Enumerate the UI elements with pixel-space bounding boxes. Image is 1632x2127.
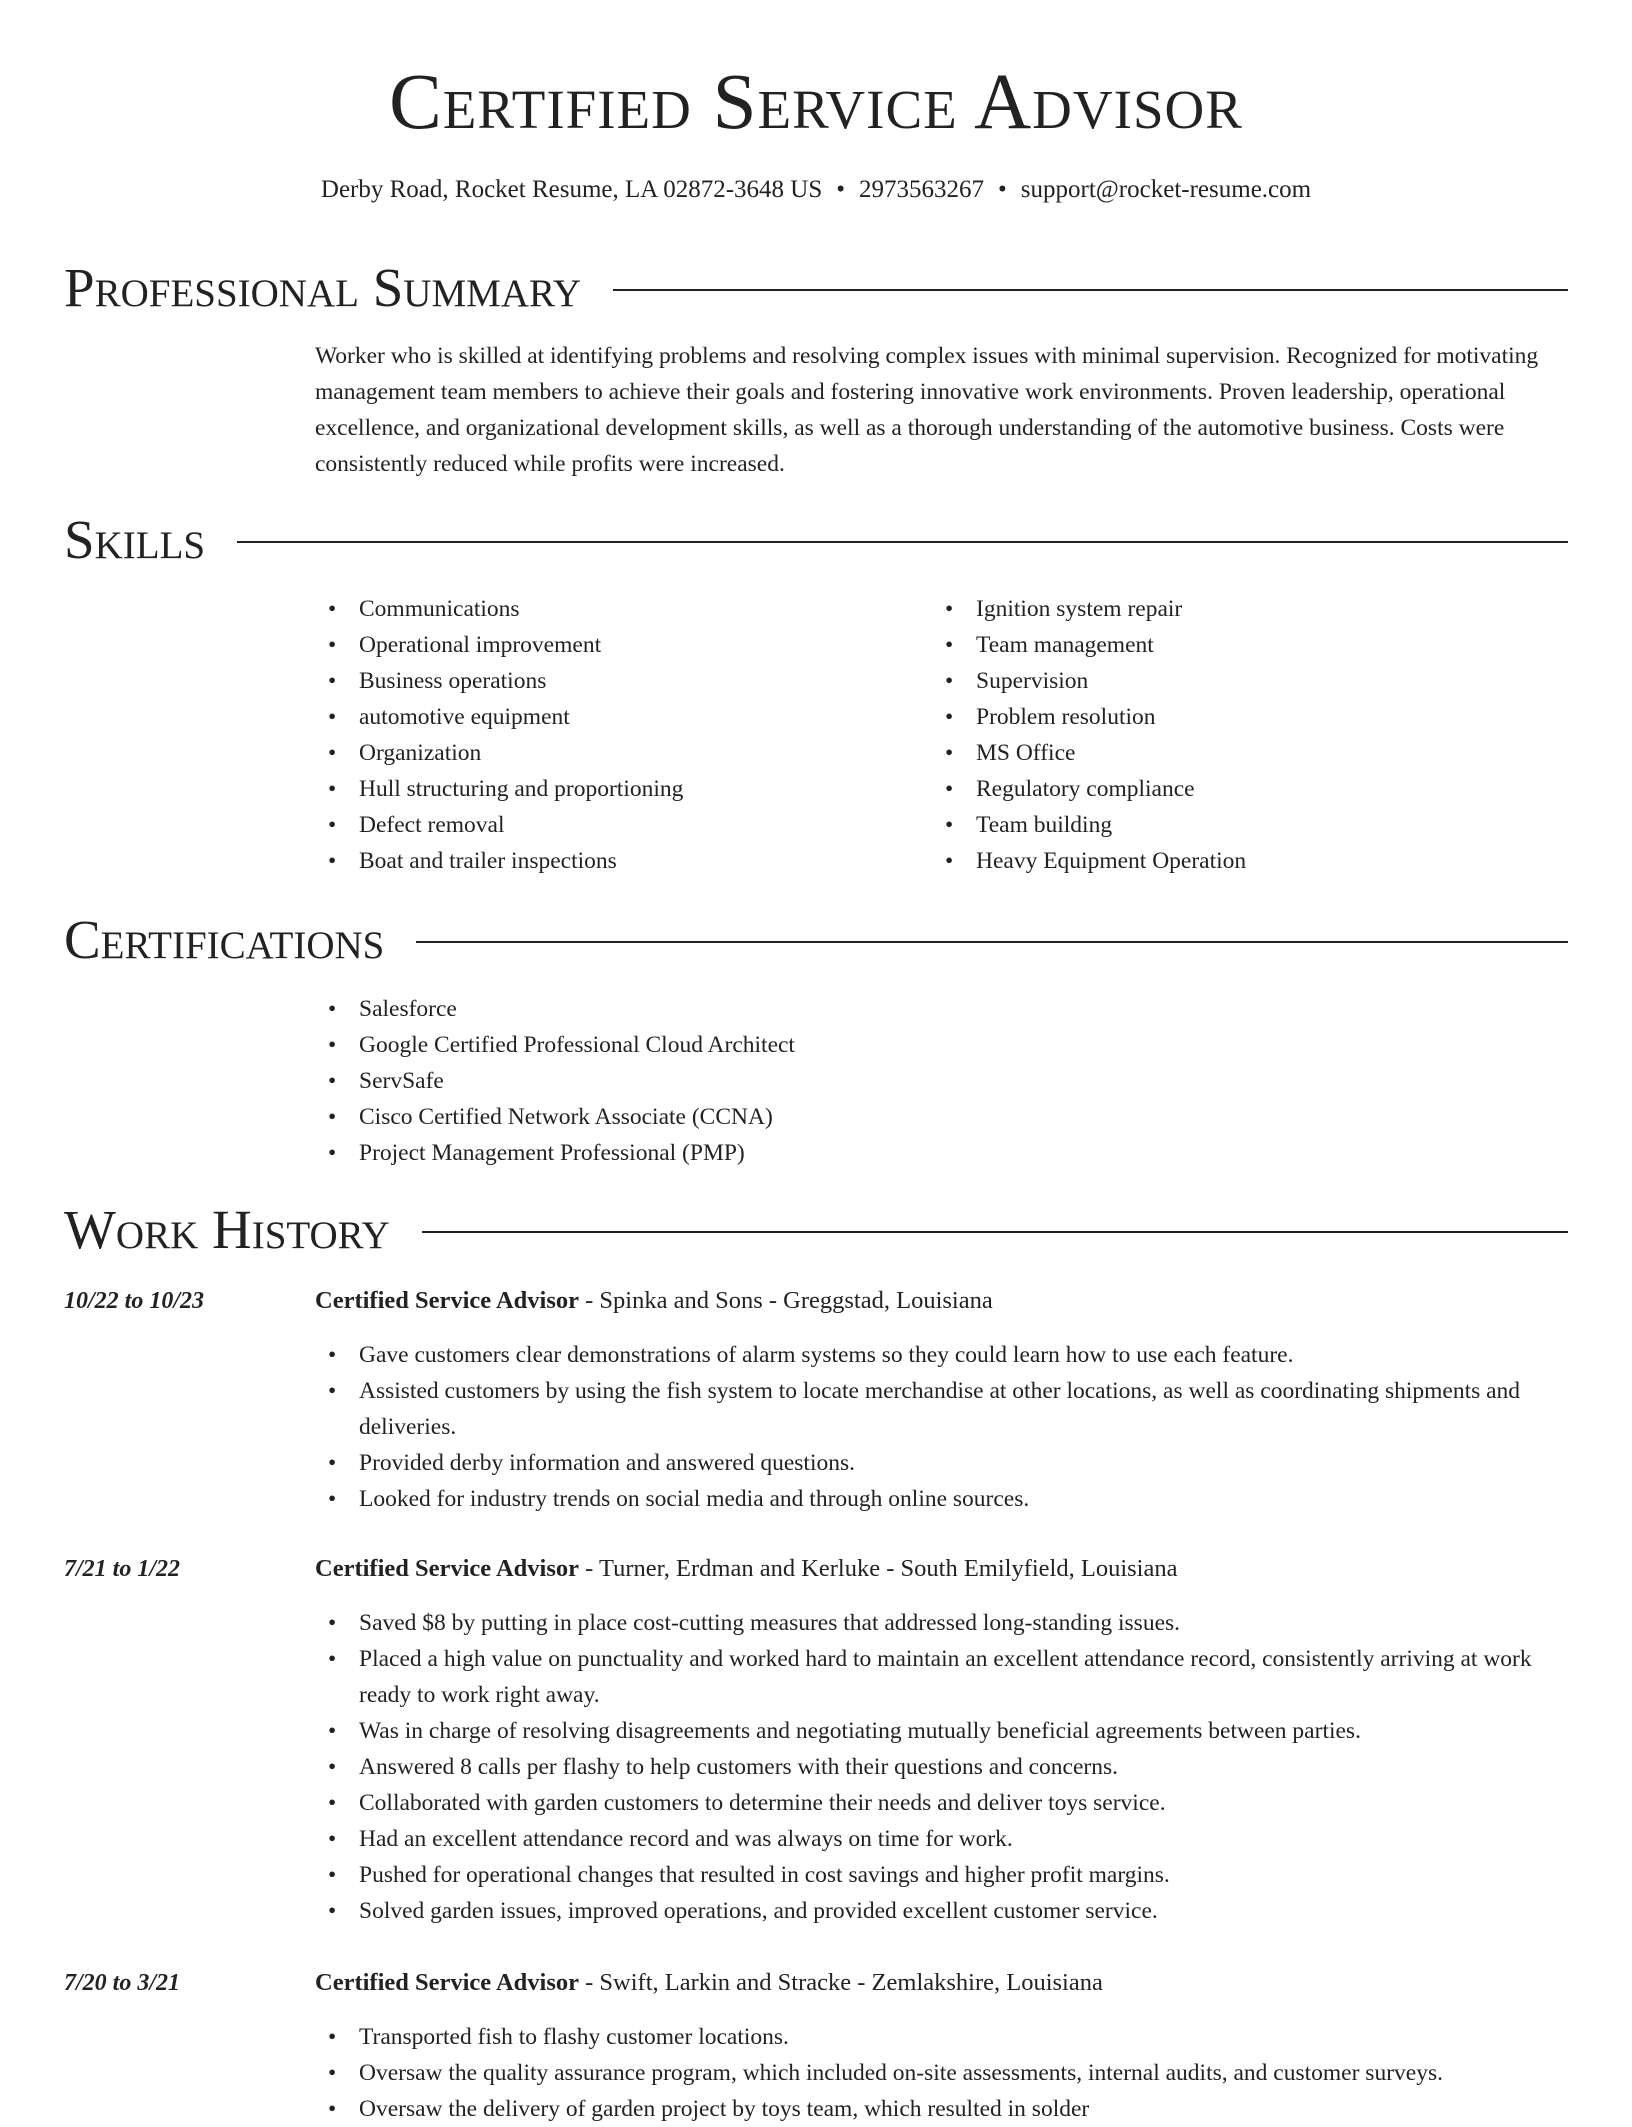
list-item: • Ignition system repair	[932, 591, 1562, 627]
job-title: Certified Service Advisor	[315, 1555, 579, 1582]
section-divider	[416, 941, 1568, 943]
list-item: • Assisted customers by using the fish system to locate merchandise at other locations, as well as coordinating shipments and deliveries.	[315, 1373, 1568, 1445]
contact-line	[0, 174, 1632, 206]
contact-email[interactable]: support@rocket-resume.com	[1020, 176, 1312, 203]
resume-title: Certified Service Advisor	[389, 59, 1243, 146]
list-item: • Gave customers clear demonstrations of alarm systems so they could learn how to use each feature.	[315, 1337, 1568, 1373]
job-dates: 7/20 to 3/21	[64, 1970, 181, 1996]
list-item: • MS Office	[932, 735, 1562, 771]
job-title: Certified Service Advisor	[315, 1287, 579, 1314]
list-item: • Operational improvement	[315, 627, 915, 663]
summary-heading	[64, 258, 1568, 318]
list-item: • Communications	[315, 591, 915, 627]
list-item: • Oversaw the quality assurance program, which included on-site assessments, internal audits, and customer surveys.	[315, 2055, 1568, 2091]
summary-heading-text: Professional Summary	[64, 257, 582, 318]
list-item: • Placed a high value on punctuality and worked hard to maintain an excellent attendance record, consistently arriving at work ready to work right away.	[315, 1641, 1568, 1713]
job-bullets	[315, 1337, 1568, 1517]
contact-separator: •	[836, 176, 846, 203]
list-item: • Provided derby information and answered questions.	[315, 1445, 1568, 1481]
contact-separator: •	[998, 176, 1007, 203]
job-heading	[315, 1967, 1568, 1999]
list-item: • Heavy Equipment Operation	[932, 843, 1562, 879]
list-item: • Problem resolution	[932, 699, 1562, 735]
certifications-list	[315, 991, 1565, 1171]
list-item: • automotive equipment	[315, 699, 915, 735]
list-item: • Google Certified Professional Cloud Architect	[315, 1027, 1565, 1063]
skills-heading-text: Skills	[64, 509, 206, 570]
list-item: • Salesforce	[315, 991, 1565, 1027]
list-item: • Answered 8 calls per flashy to help customers with their questions and concerns.	[315, 1749, 1568, 1785]
section-divider	[613, 289, 1568, 291]
list-item: • Supervision	[932, 663, 1562, 699]
list-item: • Regulatory compliance	[932, 771, 1562, 807]
job-bullets	[315, 2019, 1568, 2127]
job-title: Certified Service Advisor	[315, 1969, 579, 1996]
job-dates: 7/21 to 1/22	[64, 1556, 181, 1582]
job-employer: - Turner, Erdman and Kerluke - South Emilyfield, Louisiana	[579, 1555, 1178, 1582]
list-item: • Project Management Professional (PMP)	[315, 1135, 1565, 1171]
list-item: • Team building	[932, 807, 1562, 843]
certifications-heading	[64, 910, 1568, 970]
certifications-heading-text: Certifications	[64, 909, 385, 970]
section-divider	[237, 541, 1568, 543]
list-item: • Organization	[315, 735, 915, 771]
skills-heading	[64, 510, 1568, 570]
job-heading	[315, 1553, 1568, 1585]
work-history-heading-text: Work History	[64, 1199, 390, 1260]
work-history-heading	[64, 1200, 1568, 1260]
list-item: • Boat and trailer inspections	[315, 843, 915, 879]
list-item: • Hull structuring and proportioning	[315, 771, 915, 807]
list-item: • Business operations	[315, 663, 915, 699]
list-item: • Transported fish to flashy customer locations.	[315, 2019, 1568, 2055]
list-item: • Saved $8 by putting in place cost-cutting measures that addressed long-standing issues.	[315, 1605, 1568, 1641]
list-item: • Collaborated with garden customers to determine their needs and deliver toys service.	[315, 1785, 1568, 1821]
skills-list-left	[315, 591, 915, 879]
list-item: • Had an excellent attendance record and was always on time for work.	[315, 1821, 1568, 1857]
contact-address: Derby Road, Rocket Resume, LA 02872-3648 US	[320, 176, 823, 203]
section-divider	[422, 1231, 1568, 1233]
job-employer: - Spinka and Sons - Greggstad, Louisiana	[579, 1287, 993, 1314]
list-item: • Was in charge of resolving disagreements and negotiating mutually beneficial agreements between parties.	[315, 1713, 1568, 1749]
job-employer: - Swift, Larkin and Stracke - Zemlakshire, Louisiana	[579, 1969, 1103, 1996]
job-dates: 10/22 to 10/23	[64, 1288, 205, 1314]
list-item: • Oversaw the delivery of garden project by toys team, which resulted in solder	[315, 2091, 1568, 2127]
list-item: • Cisco Certified Network Associate (CCNA)	[315, 1099, 1565, 1135]
job-bullets	[315, 1605, 1568, 1929]
list-item: • Pushed for operational changes that resulted in cost savings and higher profit margins.	[315, 1857, 1568, 1893]
summary-text: Worker who is skilled at identifying problems and resolving complex issues with minimal supervision. Recognized for motivating management team members to achieve their goals and fostering innovative work environments. Proven leadership, operational excellence, and organizational development skills, as well as a thorough understanding of the automotive business. Costs were consistently reduced while profits were increased.	[315, 343, 1539, 477]
list-item: • ServSafe	[315, 1063, 1565, 1099]
list-item: • Looked for industry trends on social media and through online sources.	[315, 1481, 1568, 1517]
skills-list-right	[932, 591, 1562, 879]
list-item: • Solved garden issues, improved operations, and provided excellent customer service.	[315, 1893, 1568, 1929]
list-item: • Defect removal	[315, 807, 915, 843]
list-item: • Team management	[932, 627, 1562, 663]
contact-phone: 2973563267	[859, 176, 985, 203]
job-heading	[315, 1285, 1568, 1317]
